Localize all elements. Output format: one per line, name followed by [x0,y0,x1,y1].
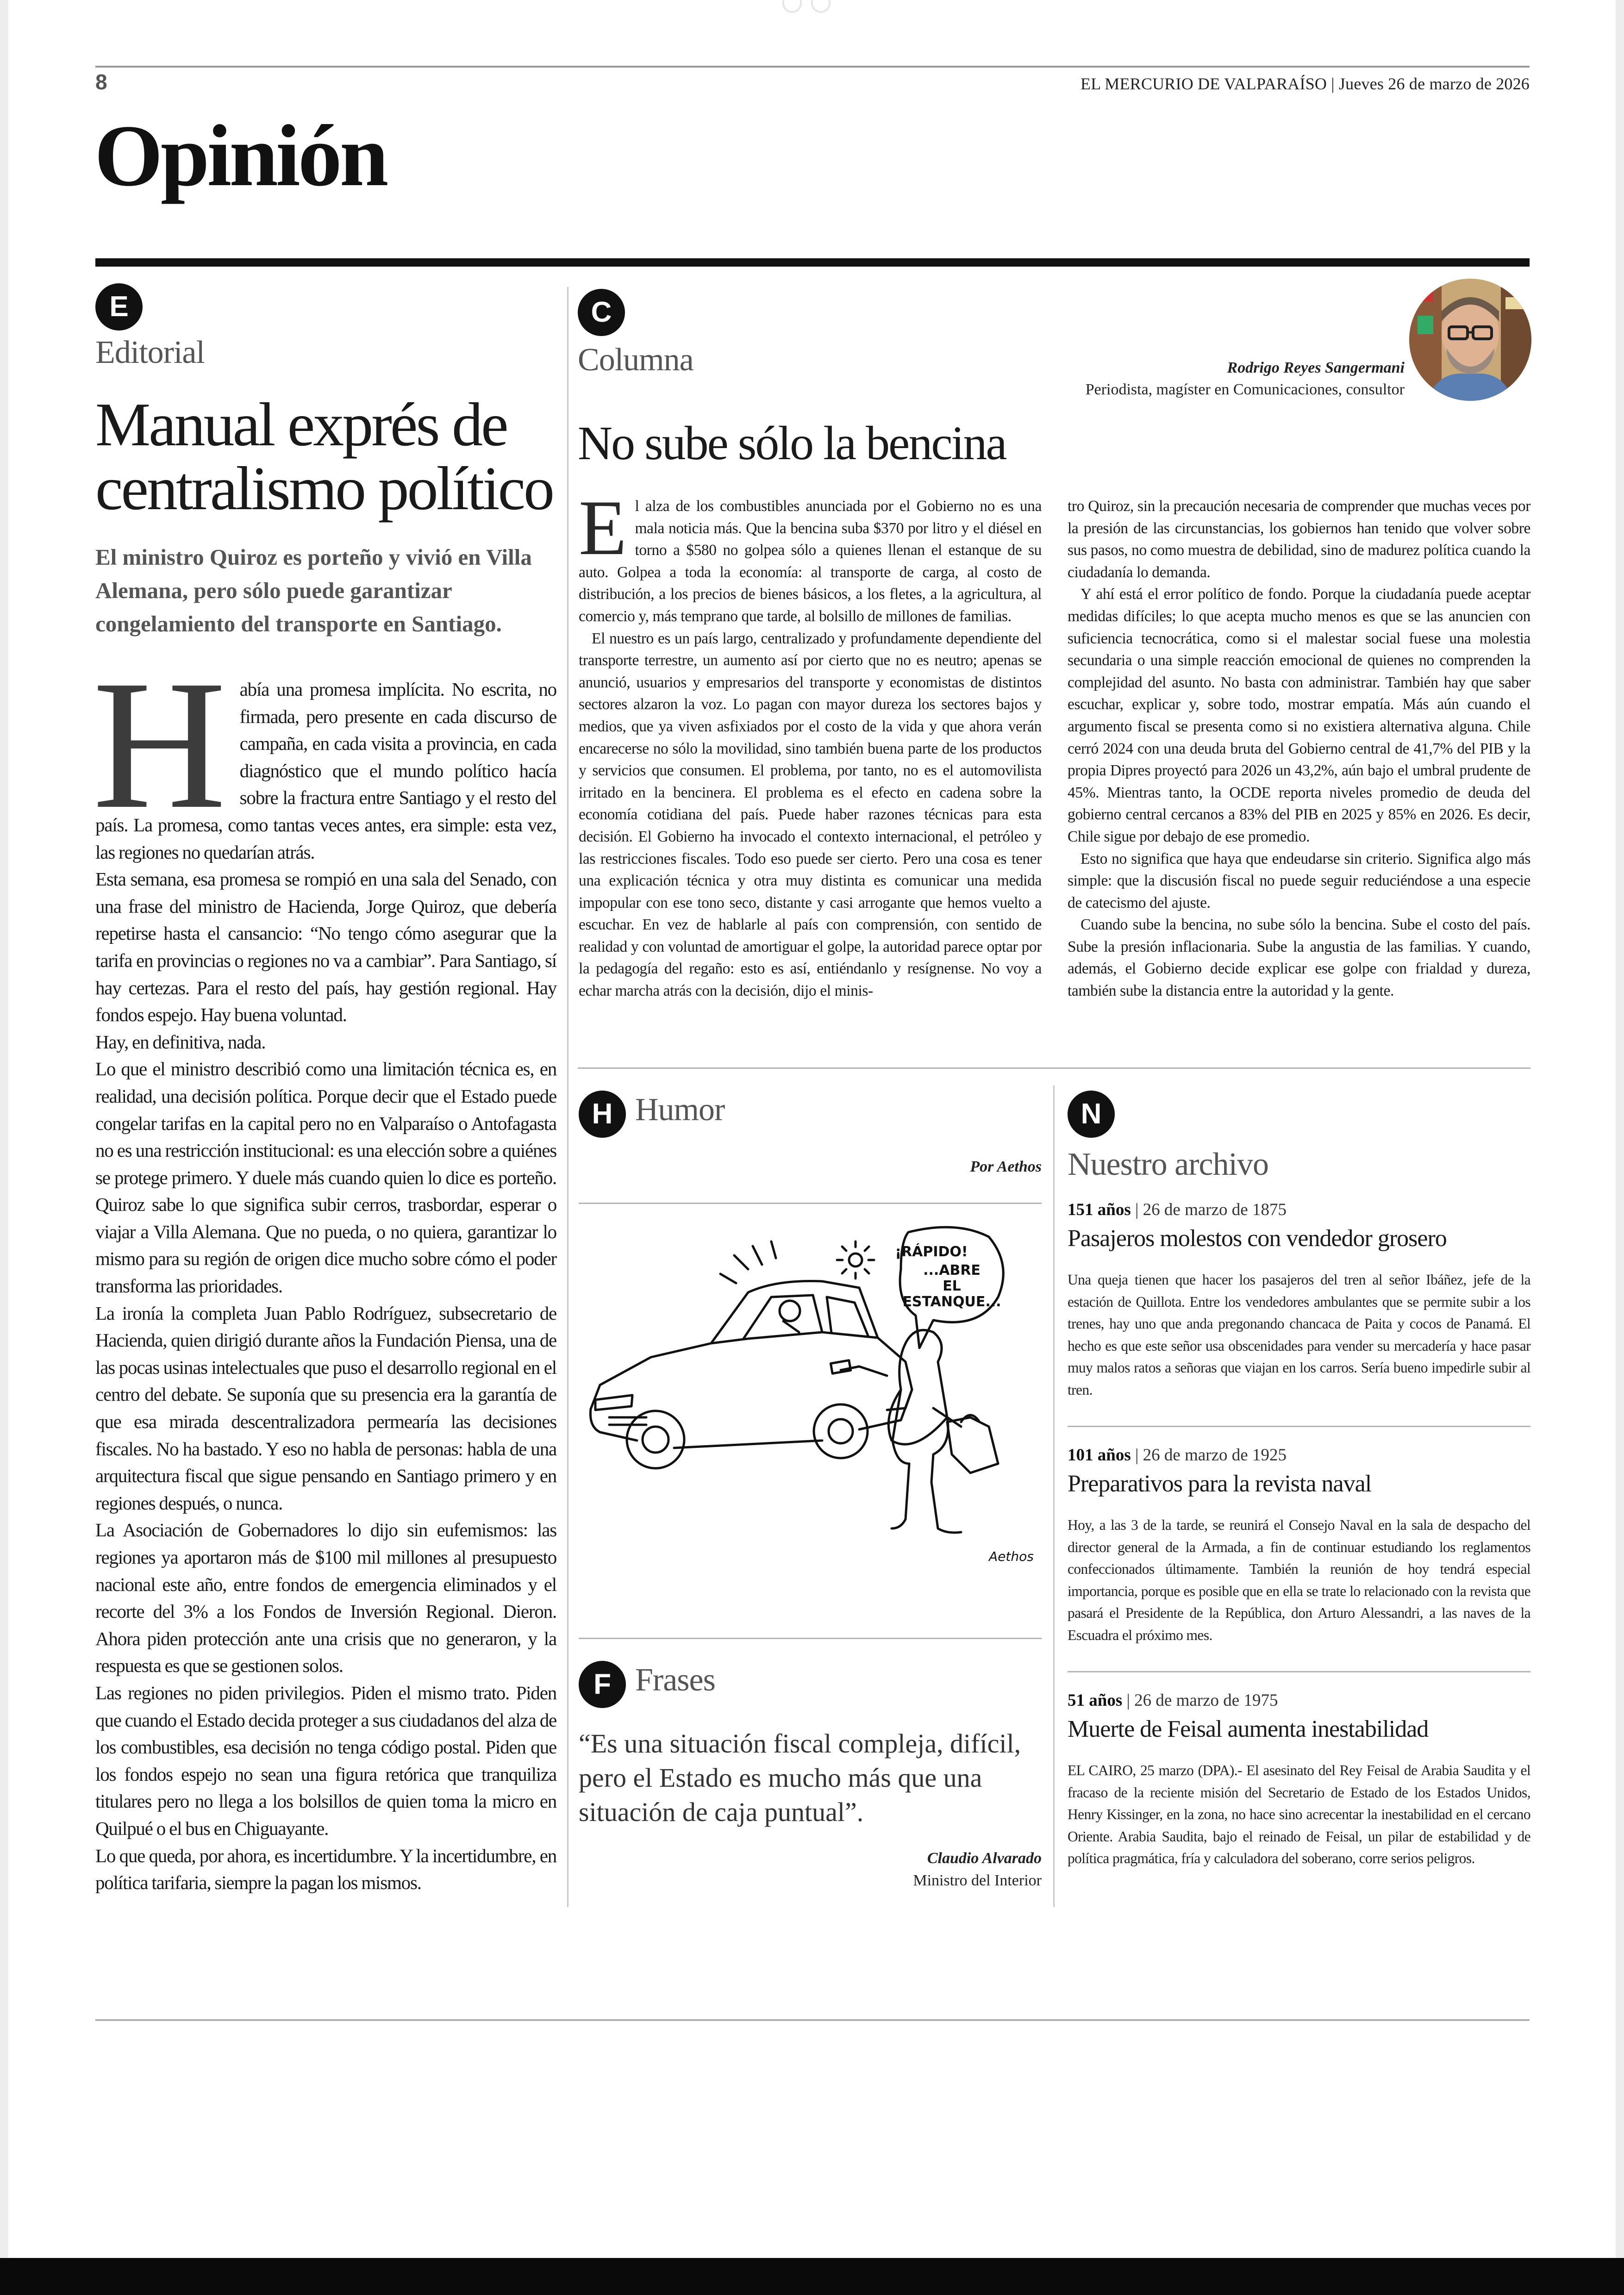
archive-title: Preparativos para la revista naval [1068,1471,1372,1497]
archive-title: Muerte de Feisal aumenta inestabilidad [1068,1716,1429,1742]
bubble-line: EL [943,1278,961,1294]
archive-rule [1068,1426,1530,1427]
column-dropcap: E [579,484,627,571]
editorial-paragraph: Lo que queda, por ahora, es incertidumbre. Y la incertidumbre, en política tarifaria, siempre la pagan los mismos. [95,1845,556,1894]
column-paragraph: Esto no significa que haya que endeudarse sin criterio. Significa algo más simple: que la discusión fiscal no puede seguir reduciéndose a una especie de catecismo del ajuste. [1068,850,1530,911]
editorial-badge: E [95,283,143,331]
humor-bottom-rule [579,1638,1042,1639]
editorial-paragraph: Esta semana, esa promesa se rompió en una sala del Senado, con una frase del ministro de Hacienda, Jorge Quiroz, que debería repetirse hasta el cansancio: “No tengo cómo asegurar que la tarifa en provincias o regiones no va a cambiar”. Para Santiago, sí hay certezas. Para el resto del país, hay gestión regional. Hay fondos espejo. Hay buena voluntad. [95,868,556,1026]
editorial-lede: El ministro Quiroz es porteño y vivió en Villa Alemana, pero sólo puede garantizar congelamiento del transporte en Santiago. [95,544,532,636]
author-photo [1409,279,1531,401]
bubble-line: ¡RÁPIDO! [895,1244,968,1260]
column-author-name: Rodrigo Reyes Sangermani [1227,359,1405,376]
archive-years: 151 años [1068,1200,1131,1219]
archive-years: 101 años [1068,1446,1131,1465]
humor-author: Por Aethos [970,1158,1042,1175]
editorial-headline: Manual exprés de centralismo político [95,390,553,523]
column-paragraph: l alza de los combustibles anunciada por el Gobierno no es una mala noticia más. Que la bencina suba $370 por litro y el diésel en torno a $580 no golpea sólo a quienes llenan el estanque de su auto. Golpea a toda la economía: al transporte de carga, al costo de distribución, a los precios de bienes básicos, a los fletes, a la agricultura, al comercio y, más temprano que tarde, al bolsillo de millones de familias. [579,498,1042,625]
humor-badge: H [579,1091,626,1138]
archive-meta: 151 años | 26 de marzo de 1875 [1068,1200,1287,1219]
column-paragraph: Y ahí está el error político de fondo. Porque la ciudadanía puede aceptar medidas difíciles; lo que acepta mucho menos es que se las anuncien con suficiencia tecnocrática, como si el malestar social fuese una molestia secundaria o una simple reacción emocional de quienes no comprenden la complejidad del asunto. No basta con administrar. También hay que saber escuchar, explicar y, sobre todo, mostrar empatía. Más aún cuando el argumento fiscal se presenta como si no existiera alternativa alguna. Chile cerró 2024 con una deuda bruta del Gobierno central de 41,7% del PIB y la propia Dipres proyectó para 2026 un 43,2%, aún bajo el umbral prudente de 45%. Mientras tanto, la OCDE reporta niveles promedio de deuda del gobierno central cercanos a 83% del PIB en 2025 y 85% en 2026. Es decir, Chile sigue por debajo de ese promedio. [1068,586,1530,845]
column-paragraph: El nuestro es un país largo, centralizado y profundamente dependiente del transporte terrestre, un aumento así por cierto que no es neutro; apenas se anunció, usuarios y empresarios del transporte y economistas de distintos sectores alzaron la voz. Lo pagan con mayor dureza los sectores bajos y medios, que ya viven asfixiados por el costo de la vida y que ahora verán encarecerse no sólo la movilidad, sino también buena parte de los productos y servicios que consumen. El problema, por tanto, no es el automovilista irritado en la bencinera. El problema es el efecto en cadena sobre la economía cotidiana del país. Puede haber razones técnicas para esta decisión. El Gobierno ha invocado el contexto internacional, el petróleo y las restricciones fiscales. Todo eso puede ser cierto. Pero una cosa es tener una explicación técnica y otra muy distinta es comunicar una medida impopular con ese tono seco, distante y casi arrogante que hemos vuelto a escuchar. En vez de hablarle al país con comprensión, con sentido de realidad y con voluntad de amortiguar el golpe, la autoridad parece optar por la pedagogía del regaño: esto es así, entiéndanlo y resígnense. No voy a echar marcha atrás con la decisión, dijo el minis- [579,630,1042,1000]
frases-badge: F [579,1661,626,1708]
archive-item [1068,1200,1530,1401]
archive-date: 26 de marzo de 1925 [1143,1446,1287,1465]
viewer-frame-right [1616,0,1624,2259]
archive-meta: 101 años | 26 de marzo de 1925 [1068,1446,1287,1465]
editorial-dropcap: H [93,642,226,847]
archive-text: Hoy, a las 3 de la tarde, se reunirá el Consejo Naval en la sala de despacho del director general de la Armada, a fin de continuar estudiando los reglamentos confeccionados últimamente. También la reunión de hoy tendrá especial importancia, porque es posible que en ella se trate lo relacionado con la revista que pasará el Presidente de la República, don Arturo Alessandri, a las naves de la Escuadra el próximo mes. [1068,1517,1530,1643]
column-badge: C [578,289,625,336]
archive-text: EL CAIRO, 25 marzo (DPA).- El asesinato del Rey Feisal de Arabia Saudita y el fracaso de la reciente misión del Secretario de Estado de los Estados Unidos, Henry Kissinger, en la zona, no hace sino acrecentar la inestabilidad en el cercano Oriente. Arabia Saudita, bajo el reinado de Feisal, un pilar de estabilidad y de política pragmática, fría y calculadora del soberano, corre serios peligros. [1068,1762,1530,1867]
column-separator-2 [1053,1085,1055,1907]
editorial-paragraph: La ironía la completa Juan Pablo Rodríguez, subsecretario de Hacienda, quien dirigió durante años la Fundación Piensa, una de las pocas usinas intelectuales que puso el desarrollo regional en el centro del debate. Se suponía que su presencia era la garantía de que esa mirada descentralizadora permearía las decisiones fiscales. No ha bastado. Y eso no habla de personas: habla de una arquitectura fiscal que sigue pensando en Santiago primero y en regiones después, o nunca. [95,1302,556,1514]
humor-kicker: Humor [635,1092,725,1128]
archive-item [1068,1690,1530,1870]
archive-item [1068,1445,1530,1646]
column-text-left [579,484,1042,1002]
column-headline: No sube sólo la bencina [578,417,1006,470]
editorial-paragraph: Las regiones no piden privilegios. Piden el mismo trato. Piden que cuando el Estado decida proteger a sus ciudadanos del alza de los combustibles, esa decisión no tenga código postal. Piden que los fondos espejo no sean una figura retórica que tranquiliza titulares pero no llega a los bolsillos de quien toma la micro en Quilpué o el bus en Chiguayante. [95,1682,556,1839]
archive-rule [1068,1671,1530,1672]
cartoon-signature: Aethos [989,1549,1034,1564]
editorial-paragraph: Hay, en definitiva, nada. [95,1031,266,1053]
column-paragraph: tro Quiroz, sin la precaución necesaria de comprender que muchas veces por la presión de las circunstancias, los gobiernos han tenido que volver sobre sus pasos, no como muestra de debilidad, sino de madurez política cuando la ciudadanía lo demanda. [1068,498,1530,581]
bubble-line: ESTANQUE... [902,1294,1001,1310]
archive-meta: 51 años | 26 de marzo de 1975 [1068,1691,1278,1710]
humor-rule [579,1203,1042,1204]
column-bottom-rule [578,1067,1530,1069]
frases-kicker: Frases [635,1662,715,1698]
frases-quote: “Es una situación fiscal compleja, difícil, pero el Estado es mucho más que una situación de caja puntual”. [579,1728,1021,1827]
column-author-role: Periodista, magíster en Comunicaciones, consultor [1085,381,1405,398]
viewer-next-control[interactable] [811,0,831,13]
bubble-line: ...ABRE [923,1262,981,1278]
archive-kicker: Nuestro archivo [1068,1147,1269,1182]
editorial-paragraph: abía una promesa implícita. No escrita, no firmada, pero presente en cada discurso de campaña, en cada visita a provincia, en cada diagnóstico que el mundo político hacía sobre la fractura entre Santiago y el resto del país. La promesa, como tantas veces antes, era simple: esta vez, las regiones no quedarían atrás. [95,679,556,863]
editorial-kicker: Editorial [95,335,205,370]
column-kicker: Columna [578,342,693,378]
page-number: 8 [95,70,107,94]
archive-date: 26 de marzo de 1975 [1134,1691,1278,1710]
viewer-page-controls [782,0,843,13]
editorial-body [93,642,556,1896]
footer-rule [95,2019,1530,2021]
viewer-bottom-bar [0,2258,1624,2295]
editorial-paragraph: Lo que el ministro describió como una limitación técnica es, en realidad, una decisión política. Porque decir que el Estado puede congelar tarifas en la capital pero no en Valparaíso o Antofagasta no es una restricción institucional: es una elección sobre a quiénes se protege primero. Y duele más cuando quien lo dice es porteño. Quiroz sabe lo que significa subir cerros, trasbordar, esperar o viajar a Villa Alemana. Que no pueda, o no quiera, garantizar lo mismo para su región de origen dice mucho sobre cómo el poder transforma las prioridades. [95,1058,556,1297]
editorial-paragraph: La Asociación de Gobernadores lo dijo sin eufemismos: las regiones ya aportaron más de $100 mil millones al presupuesto nacional este año, entre fondos de emergencia eliminados y el recorte del 3% a los Fondos de Inversión Regional. Dieron. Ahora piden protección ante una crisis que no generaron, y la respuesta es que se gestionen solos. [95,1519,556,1677]
viewer-frame-left [0,0,8,2259]
viewer-prev-control[interactable] [782,0,802,13]
header-rule [95,66,1530,68]
archive-title: Pasajeros molestos con vendedor grosero [1068,1225,1447,1252]
frases-author: Claudio Alvarado [927,1850,1042,1867]
column-separator-1 [567,287,568,1907]
humor-cartoon [581,1223,1044,1626]
newspaper-folio: EL MERCURIO DE VALPARAÍSO | Jueves 26 de marzo de 2026 [1081,75,1530,93]
section-rule [95,258,1530,267]
section-title: Opinión [94,107,387,205]
column-text-right [1068,495,1530,1002]
frases-author-role: Ministro del Interior [913,1872,1042,1889]
archive-years: 51 años [1068,1691,1123,1710]
archive-badge: N [1068,1091,1115,1138]
archive-date: 26 de marzo de 1875 [1143,1200,1287,1219]
archive-text: Una queja tienen que hacer los pasajeros del tren al señor Ibáñez, jefe de la estación de Quillota. Entre los vendedores ambulantes que se permite subir a los trenes, hay uno que anda pregonando chancaca de Paita y cocos de Panamá. El hecho es que este señor usa obscenidades para vender su mercadería y hace pasar muy malos ratos a señoras que viajan en los carros. Sería bueno impedirle subir al tren. [1068,1272,1530,1398]
column-paragraph: Cuando sube la bencina, no sube sólo la bencina. Sube el costo del país. Sube la presión inflacionaria. Sube la angustia de las familias. Y cuando, además, el Gobierno decide explicar ese golpe con frialdad y dureza, también sube la distancia entre la autoridad y la gente. [1068,916,1530,1000]
